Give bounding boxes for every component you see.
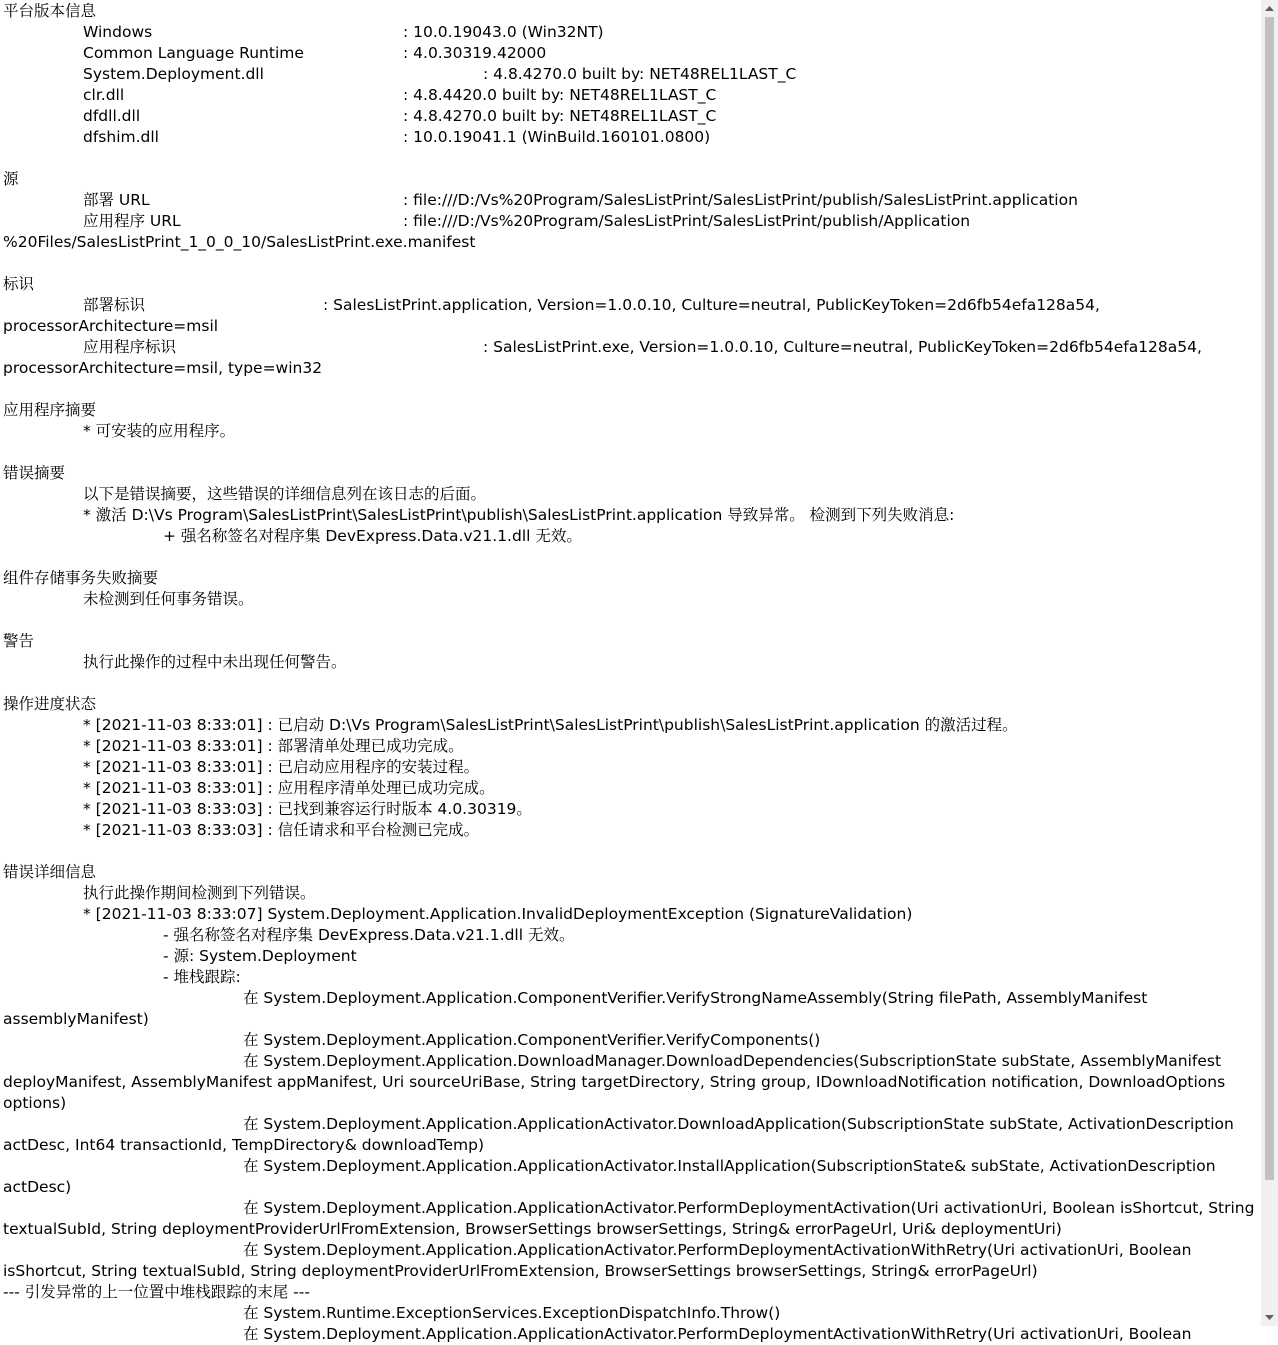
log-line: clr.dll : 4.8.4420.0 built by: NET48REL1LAST_C <box>3 86 717 104</box>
log-line <box>3 148 1261 169</box>
log-line: * [2021-11-03 8:33:01] : 应用程序清单处理已成功完成。 <box>3 779 495 797</box>
log-line: * [2021-11-03 8:33:03] : 信任请求和平台检测已完成。 <box>3 821 480 839</box>
log-line: 组件存储事务失败摘要 <box>3 569 159 587</box>
log-line: * [2021-11-03 8:33:01] : 部署清单处理已成功完成。 <box>3 737 464 755</box>
log-line: 错误摘要 <box>3 464 66 482</box>
log-line: 以下是错误摘要，这些错误的详细信息列在该日志的后面。 <box>3 485 487 503</box>
log-line: * 可安装的应用程序。 <box>3 422 236 440</box>
log-line: 部署标识 : SalesListPrint.application, Version=1.0.0.10, Culture=neutral, PublicKeyToken=2d6fb54efa128a54, processorArchitecture=msil <box>3 296 1105 335</box>
log-line: 平台版本信息 <box>3 2 97 20</box>
log-line: - 源: System.Deployment <box>3 947 357 965</box>
log-line: 在 System.Deployment.Application.ComponentVerifier.VerifyStrongNameAssembly(String filePath, AssemblyManifest assemblyManifest) <box>3 989 1153 1028</box>
log-line: + 强名称签名对程序集 DevExpress.Data.v21.1.dll 无效。 <box>3 527 582 545</box>
log-line: 执行此操作期间检测到下列错误。 <box>3 884 316 902</box>
log-line: * 激活 D:\Vs Program\SalesListPrint\SalesListPrint\publish\SalesListPrint.application 导致异常。 检测到下列失败消息: <box>3 506 955 524</box>
log-line: 在 System.Deployment.Application.ComponentVerifier.VerifyComponents() <box>3 1031 821 1049</box>
log-line <box>3 610 1261 631</box>
log-line: 在 System.Deployment.Application.DownloadManager.DownloadDependencies(SubscriptionState subState, AssemblyManifest deployManifest, AssemblyManifest appManifest, Uri sourceUriBase, String targetDirectory, String group, IDownloadNotification notification, DownloadOptions options) <box>3 1052 1231 1112</box>
log-line <box>3 673 1261 694</box>
log-line: 在 System.Deployment.Application.ApplicationActivator.InstallApplication(SubscriptionState& subState, ActivationDescription actDesc) <box>3 1157 1221 1196</box>
log-line: 在 System.Deployment.Application.ApplicationActivator.PerformDeploymentActivationWithRetry(Uri activationUri, Boolean isShortcut, String textualSubId, String deploymentProviderUrlFromExtension, BrowserSettings browserSettings, String& errorPageUrl) <box>3 1241 1197 1280</box>
log-line: 部署 URL : file:///D:/Vs%20Program/SalesListPrint/SalesListPrint/publish/SalesListPrint.application <box>3 191 1078 209</box>
log-line: - 强名称签名对程序集 DevExpress.Data.v21.1.dll 无效。 <box>3 926 575 944</box>
log-line: 在 System.Runtime.ExceptionServices.ExceptionDispatchInfo.Throw() <box>3 1304 781 1322</box>
log-text <box>3 1 1261 1345</box>
log-line: 在 System.Deployment.Application.ApplicationActivator.DownloadApplication(SubscriptionState subState, ActivationDescription actDesc, Int64 transactionId, TempDirectory& downloadTemp) <box>3 1115 1239 1154</box>
log-line: --- 引发异常的上一位置中堆栈跟踪的末尾 --- <box>3 1283 310 1301</box>
vertical-scrollbar[interactable] <box>1261 0 1278 1326</box>
log-line: * [2021-11-03 8:33:07] System.Deployment.Application.InvalidDeploymentException (SignatureValidation) <box>3 905 913 923</box>
log-line: 应用程序 URL : file:///D:/Vs%20Program/SalesListPrint/SalesListPrint/publish/Application %20Files/SalesListPrint_1_0_0_10/SalesListPrint.exe.manifest <box>3 212 976 251</box>
log-line: 源 <box>3 170 19 188</box>
log-line: 在 System.Deployment.Application.ApplicationActivator.PerformDeploymentActivation(Uri activationUri, Boolean isShortcut, String textualSubId, String deploymentProviderUrlFromExtension, BrowserSettings browserSettings, String& errorPageUrl, Uri& deploymentUri) <box>3 1199 1260 1238</box>
scroll-up-arrow-icon[interactable] <box>1261 0 1278 17</box>
log-line: * [2021-11-03 8:33:03] : 已找到兼容运行时版本 4.0.30319。 <box>3 800 532 818</box>
log-line: Windows : 10.0.19043.0 (Win32NT) <box>3 23 604 41</box>
log-line <box>3 442 1261 463</box>
log-line: - 堆栈跟踪: <box>3 968 241 986</box>
log-line <box>3 841 1261 862</box>
log-line: 标识 <box>3 275 35 293</box>
log-line: Common Language Runtime : 4.0.30319.42000 <box>3 44 547 62</box>
scrollbar-thumb[interactable] <box>1265 17 1274 1180</box>
log-line: 操作进度状态 <box>3 695 97 713</box>
log-line: 在 System.Deployment.Application.ApplicationActivator.PerformDeploymentActivationWithRetry(Uri activationUri, Boolean <box>3 1325 1192 1343</box>
log-line: 应用程序摘要 <box>3 401 97 419</box>
log-line: * [2021-11-03 8:33:01] : 已启动应用程序的安装过程。 <box>3 758 480 776</box>
log-line <box>3 547 1261 568</box>
log-line: dfshim.dll : 10.0.19041.1 (WinBuild.160101.0800) <box>3 128 711 146</box>
log-line: 应用程序标识 : SalesListPrint.exe, Version=1.0.0.10, Culture=neutral, PublicKeyToken=2d6fb54efa128a54, processorArchitecture=msil, type=win32 <box>3 338 1207 377</box>
log-line: * [2021-11-03 8:33:01] : 已启动 D:\Vs Program\SalesListPrint\SalesListPrint\publish\SalesListPrint.application 的激活过程。 <box>3 716 1018 734</box>
log-line: 执行此操作的过程中未出现任何警告。 <box>3 653 347 671</box>
log-line: 未检测到任何事务错误。 <box>3 590 254 608</box>
log-line: 错误详细信息 <box>3 863 97 881</box>
log-line: dfdll.dll : 4.8.4270.0 built by: NET48REL1LAST_C <box>3 107 717 125</box>
log-line: 警告 <box>3 632 35 650</box>
log-line: System.Deployment.dll : 4.8.4270.0 built by: NET48REL1LAST_C <box>3 65 797 83</box>
scroll-down-arrow-icon[interactable] <box>1261 1309 1278 1326</box>
log-line <box>3 253 1261 274</box>
log-line <box>3 379 1261 400</box>
